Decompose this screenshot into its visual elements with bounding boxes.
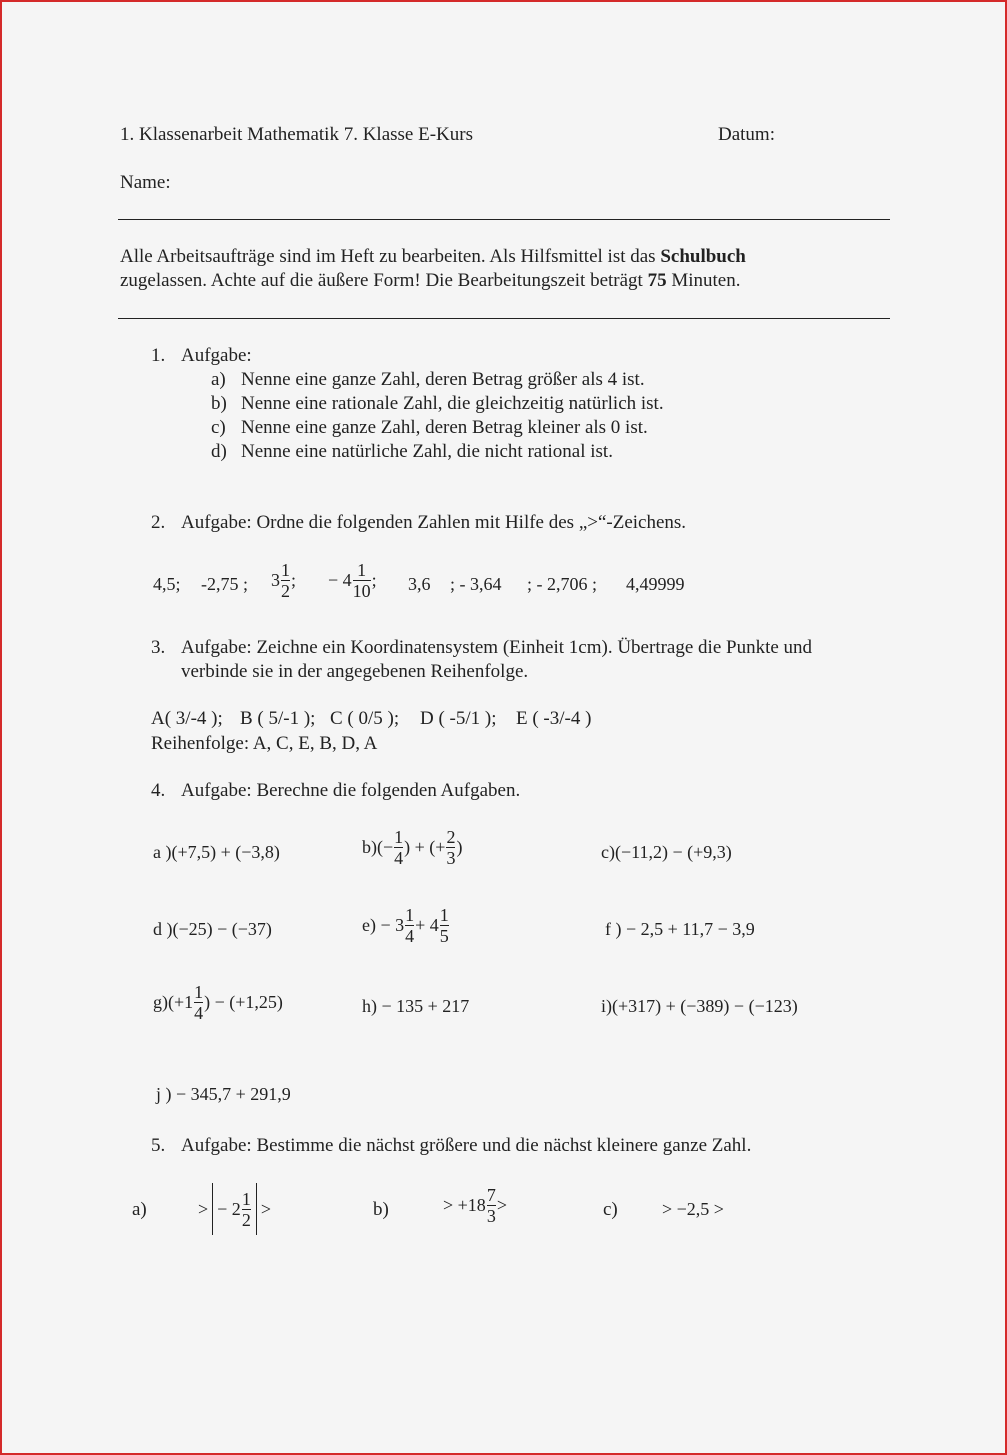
- point-a: A( 3/-4 );: [151, 708, 223, 729]
- fraction-denominator: 2: [281, 581, 290, 601]
- task-1-items: [211, 369, 664, 465]
- exercise-g: [153, 983, 283, 1022]
- exercise-h: h) − 135 + 217: [362, 996, 470, 1016]
- fraction-denominator: 10: [352, 581, 371, 601]
- task-5-a-label: a): [132, 1199, 147, 1220]
- mixed-whole: − 4: [328, 570, 352, 590]
- mixed-whole: − 2: [217, 1198, 241, 1219]
- item-label: a): [211, 369, 226, 390]
- list-item: [211, 369, 664, 393]
- fraction-numerator: 1: [241, 1188, 251, 1209]
- fraction: [405, 906, 414, 945]
- task-5-b-expression: [443, 1186, 507, 1225]
- instructions-text-3: Minuten.: [671, 270, 741, 291]
- number-3-1-2: [271, 561, 296, 600]
- instructions-text-1: Alle Arbeitsaufträge sind im Heft zu bearbeiten. Als Hilfsmittel ist das: [120, 246, 656, 267]
- fraction-denominator: 4: [194, 1003, 204, 1023]
- fraction: [440, 906, 449, 945]
- fraction-numerator: 1: [439, 905, 449, 925]
- number-neg-4-1-10: [328, 561, 377, 600]
- number-neg-2-75: -2,75 ;: [201, 574, 248, 594]
- task-2-number: 2.: [151, 512, 166, 533]
- instructions-line-2: [120, 270, 740, 292]
- fraction-numerator: 7: [486, 1185, 496, 1205]
- exercise-f: f ) − 2,5 + 11,7 − 3,9: [605, 919, 755, 939]
- task-4-number: 4.: [151, 780, 166, 801]
- point-e: E ( -3/-4 ): [516, 708, 592, 729]
- separator: ;: [291, 570, 297, 590]
- fraction-numerator: 2: [446, 827, 456, 847]
- fraction: [281, 561, 290, 600]
- task-5-b-label: b): [373, 1199, 389, 1220]
- list-item: [211, 393, 664, 417]
- instructions-bold-schulbuch: Schulbuch: [660, 246, 746, 267]
- exercise-d: d )(−25) − (−37): [153, 919, 272, 939]
- separator: ;: [371, 570, 377, 590]
- expr-part: ): [456, 837, 463, 857]
- fraction-denominator: 3: [446, 848, 456, 868]
- name-label: Name:: [120, 172, 171, 193]
- absolute-value-bar-left: [212, 1183, 213, 1235]
- number-neg-3-64: ; - 3,64: [450, 574, 502, 594]
- item-label: c): [211, 417, 226, 438]
- item-label: d): [211, 441, 227, 462]
- task-3-title-line-2: verbinde sie in der angegebenen Reihenfolge.: [181, 661, 529, 682]
- mixed-whole: 3: [271, 570, 280, 590]
- number-4-49999: 4,49999: [626, 574, 685, 594]
- fraction-denominator: 4: [405, 926, 415, 946]
- absolute-value-bar-right: [256, 1183, 257, 1235]
- instructions-line-1: [120, 246, 746, 268]
- fraction: [353, 561, 371, 600]
- fraction-denominator: 5: [439, 926, 449, 946]
- task-5-title: Aufgabe: Bestimme die nächst größere und die nächst kleinere ganze Zahl.: [181, 1135, 752, 1156]
- exercise-b: [362, 828, 462, 867]
- fraction-numerator: 1: [394, 827, 404, 847]
- expr-part: + 4: [415, 915, 439, 935]
- date-label: Datum:: [718, 124, 775, 145]
- point-order: Reihenfolge: A, C, E, B, D, A: [151, 733, 378, 754]
- instructions-text-2: zugelassen. Achte auf die äußere Form! Die Bearbeitungszeit beträgt: [120, 270, 643, 291]
- expr-part: b)(−: [362, 837, 394, 857]
- exercise-c: c)(−11,2) − (+9,3): [601, 842, 732, 862]
- fraction: [394, 828, 403, 867]
- fraction-numerator: 1: [405, 905, 415, 925]
- instructions-bold-duration: 75: [647, 270, 667, 291]
- fraction-numerator: 1: [194, 982, 204, 1002]
- fraction: [487, 1186, 496, 1225]
- fraction-denominator: 4: [394, 848, 404, 868]
- fraction-numerator: 1: [357, 560, 367, 580]
- exercise-a: a )(+7,5) + (−3,8): [153, 842, 280, 862]
- task-2-title: Aufgabe: Ordne die folgenden Zahlen mit Hilfe des „>“-Zeichens.: [181, 512, 687, 533]
- expr-part: >: [260, 1198, 271, 1219]
- exercise-i: i)(+317) + (−389) − (−123): [601, 996, 798, 1016]
- worksheet-title: 1. Klassenarbeit Mathematik 7. Klasse E-Kurs: [120, 124, 473, 145]
- task-5-c-label: c): [603, 1199, 618, 1220]
- item-text: Nenne eine natürliche Zahl, die nicht rational ist.: [241, 441, 613, 462]
- number-neg-2-706: ; - 2,706 ;: [527, 574, 597, 594]
- task-3-number: 3.: [151, 637, 166, 658]
- fraction-numerator: 1: [281, 560, 290, 580]
- task-5-number: 5.: [151, 1135, 166, 1156]
- expr-part: >: [198, 1198, 209, 1219]
- item-label: b): [211, 393, 227, 414]
- task-1-number: 1.: [151, 345, 166, 366]
- expr-part: ) − (+1,25): [204, 992, 283, 1012]
- point-d: D ( -5/1 );: [420, 708, 497, 729]
- expr-part: > +18: [443, 1195, 486, 1215]
- task-5-c-expression: > −2,5 >: [662, 1199, 724, 1219]
- task-3-title-line-1: Aufgabe: Zeichne ein Koordinatensystem (Einheit 1cm). Übertrage die Punkte und: [181, 637, 813, 658]
- point-c: C ( 0/5 );: [330, 708, 400, 729]
- task-1-title: Aufgabe:: [181, 345, 252, 366]
- task-4-title: Aufgabe: Berechne die folgenden Aufgaben.: [181, 780, 521, 801]
- exercise-e: [362, 906, 450, 945]
- exercise-j: j ) − 345,7 + 291,9: [156, 1084, 291, 1104]
- expr-part: e) − 3: [362, 915, 405, 935]
- number-4-5: 4,5;: [153, 574, 181, 594]
- divider-top: [118, 219, 890, 220]
- item-text: Nenne eine ganze Zahl, deren Betrag kleiner als 0 ist.: [241, 417, 648, 438]
- number-3-6: 3,6: [408, 574, 431, 594]
- expr-part: g)(+1: [153, 992, 194, 1012]
- fraction-denominator: 3: [486, 1206, 496, 1226]
- point-b: B ( 5/-1 );: [240, 708, 316, 729]
- fraction: [194, 983, 203, 1022]
- task-5-a-expression: [198, 1183, 271, 1235]
- fraction: [446, 828, 455, 867]
- item-text: Nenne eine ganze Zahl, deren Betrag größer als 4 ist.: [241, 369, 645, 390]
- fraction: [242, 1190, 251, 1229]
- expr-part: >: [496, 1195, 507, 1215]
- list-item: [211, 441, 664, 465]
- divider-bottom: [118, 318, 890, 319]
- list-item: [211, 417, 664, 441]
- expr-part: ) + (+: [404, 837, 446, 857]
- item-text: Nenne eine rationale Zahl, die gleichzeitig natürlich ist.: [241, 393, 664, 414]
- fraction-denominator: 2: [241, 1209, 251, 1230]
